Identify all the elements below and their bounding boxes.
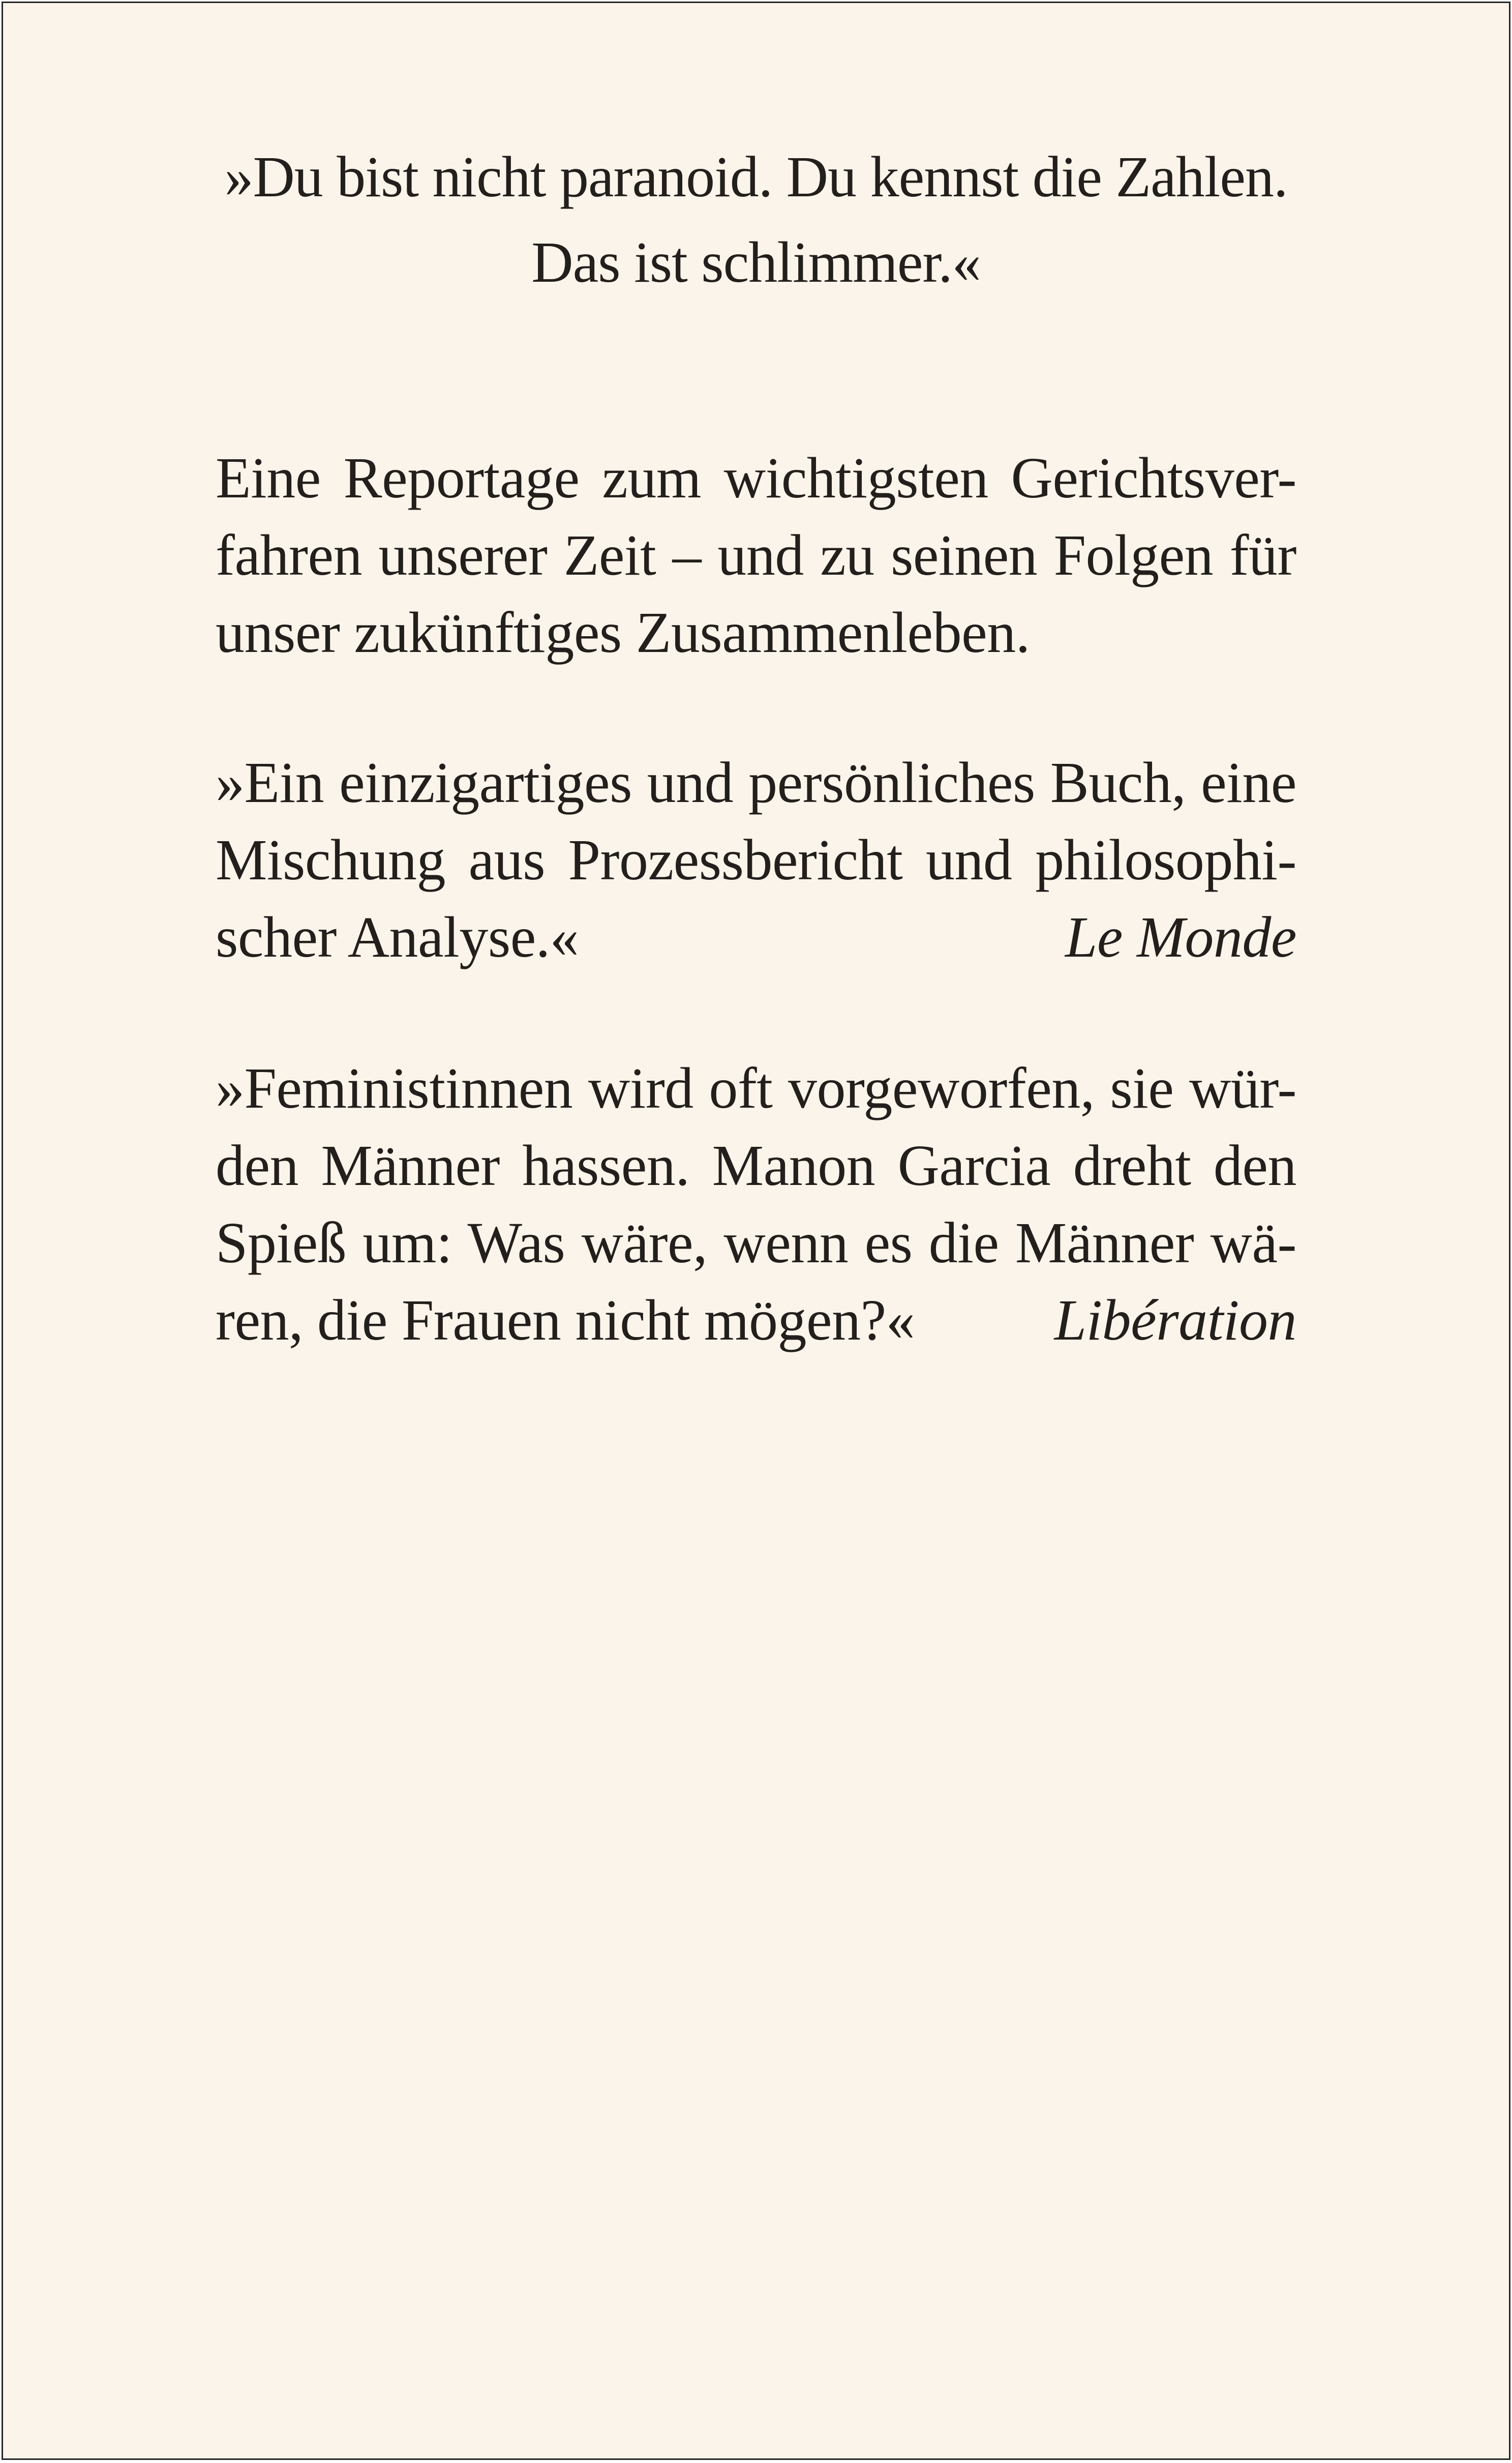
book-back-cover bbox=[2, 2, 1510, 2460]
epigraph-quote bbox=[3, 134, 1509, 305]
review-line: den Männer hassen. Manon Garcia dreht den bbox=[216, 1133, 1296, 1198]
book-description bbox=[216, 439, 1296, 671]
review-last-line-row bbox=[216, 1282, 1296, 1359]
review-line: »Feministinnen wird oft vorgeworfen, sie wür- bbox=[216, 1056, 1296, 1120]
description-line: unser zukünftiges Zusammenleben. bbox=[216, 600, 1030, 665]
review-line: scher Analyse.« bbox=[216, 905, 579, 969]
epigraph-line: Das ist schlimmer.« bbox=[531, 230, 981, 294]
review-line: »Ein einzigartiges und persönliches Buch, eine bbox=[216, 750, 1296, 815]
review-line: Mischung aus Prozessbericht und philosophi- bbox=[216, 827, 1296, 892]
description-line: Eine Reportage zum wichtigsten Gerichtsver- bbox=[216, 446, 1296, 510]
review-source: Libération bbox=[1054, 1288, 1296, 1352]
epigraph-line: »Du bist nicht paranoid. Du kennst die Zahlen. bbox=[224, 144, 1288, 209]
review-last-line-row bbox=[216, 899, 1296, 976]
review-quote-liberation bbox=[216, 1050, 1296, 1359]
review-quote-le-monde bbox=[216, 744, 1296, 976]
description-line: fahren unserer Zeit – und zu seinen Folgen für bbox=[216, 523, 1296, 587]
review-line: Spieß um: Was wäre, wenn es die Männer wä- bbox=[216, 1210, 1296, 1275]
review-line: ren, die Frauen nicht mögen?« bbox=[216, 1288, 915, 1352]
review-source: Le Monde bbox=[1065, 905, 1296, 969]
